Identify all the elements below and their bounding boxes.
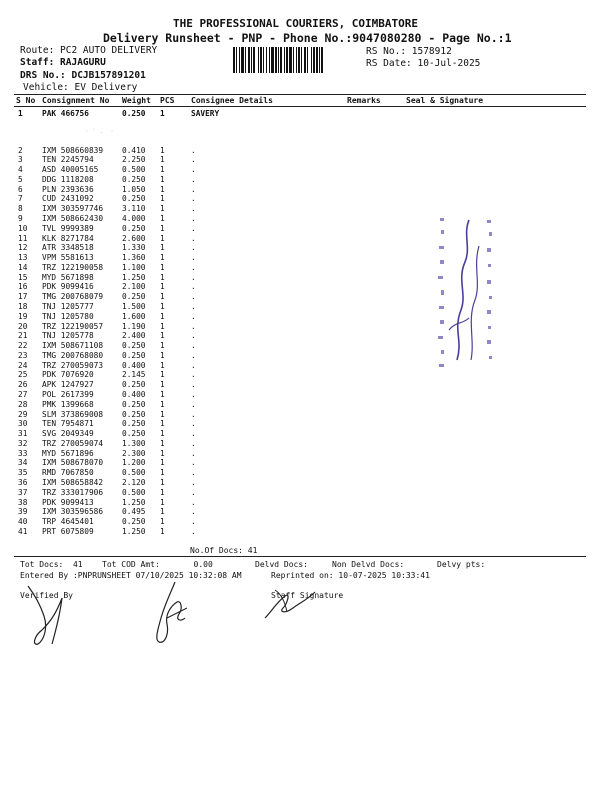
company-title: THE PROFESSIONAL COURIERS, COIMBATORE <box>173 17 419 30</box>
cell-sno: 2 <box>18 145 23 155</box>
verified-signature <box>22 574 82 654</box>
cell-pcs: 1 <box>160 517 165 527</box>
cell-wt: 2.120 <box>122 478 146 488</box>
cell-det: . <box>191 399 196 409</box>
cell-wt: 0.250 <box>122 399 146 409</box>
cell-det: . <box>191 429 196 439</box>
cell-pcs: 1 <box>160 458 165 468</box>
cell-wt: 0.250 <box>122 174 146 184</box>
cell-pcs: 1 <box>160 331 165 341</box>
cell-wt: 1.300 <box>122 438 146 448</box>
no-of-docs: No.Of Docs: 41 <box>190 546 258 555</box>
cell-pcs: 1 <box>160 233 165 243</box>
cell-pcs: 1 <box>160 478 165 488</box>
cell-wt: 1.360 <box>122 253 146 263</box>
barcode-bar <box>241 47 244 73</box>
cell-wt: 2.600 <box>122 233 146 243</box>
cell-pcs: 1 <box>160 155 165 165</box>
cell-det: . <box>191 301 196 311</box>
cell-sno: 30 <box>18 419 28 429</box>
cell-det: SAVERY <box>191 109 220 118</box>
cell-cons: TRZ 333017906 <box>42 487 104 497</box>
barcode-bar <box>260 47 262 73</box>
cell-sno: 8 <box>18 204 23 214</box>
cell-det: . <box>191 184 196 194</box>
cell-cons: TNJ 1205780 <box>42 311 94 321</box>
cell-wt: 0.410 <box>122 145 146 155</box>
barcode-bar <box>253 47 255 73</box>
cell-pcs: 1 <box>160 350 165 360</box>
cell-pcs: 1 <box>160 253 165 263</box>
cell-wt: 1.330 <box>122 243 146 253</box>
cell-pcs: 1 <box>160 341 165 351</box>
cell-sno: 34 <box>18 458 28 468</box>
barcode-bar <box>296 47 297 73</box>
cell-cons: TRZ 122190057 <box>42 321 104 331</box>
cell-det: . <box>191 350 196 360</box>
cell-det: . <box>191 213 196 223</box>
cell-wt: 0.495 <box>122 507 146 517</box>
cell-sno: 16 <box>18 282 28 292</box>
cell-cons: TRZ 270059074 <box>42 438 104 448</box>
cell-wt: 1.500 <box>122 301 146 311</box>
cell-pcs: 1 <box>160 223 165 233</box>
cell-wt: 4.000 <box>122 213 146 223</box>
cell-sno: 35 <box>18 468 28 478</box>
cell-pcs: 1 <box>160 272 165 282</box>
cell-cons: IXM 508660839 <box>42 145 104 155</box>
cell-wt: 1.250 <box>122 526 146 536</box>
entered-by: Entered By :PNPRUNSHEET 07/10/2025 10:32:08 AM <box>20 571 242 580</box>
barcode-bar <box>293 47 294 73</box>
cell-pcs: 1 <box>160 487 165 497</box>
cell-det: . <box>191 507 196 517</box>
barcode-bar <box>319 47 320 73</box>
cell-cons: IXM 508662430 <box>42 213 104 223</box>
barcode-bar <box>269 47 270 73</box>
barcode-bar <box>266 47 267 73</box>
rs-number: RS No.: 1578912 <box>366 46 452 57</box>
cell-wt: 0.500 <box>122 468 146 478</box>
barcode-bar <box>298 47 300 73</box>
cell-cons: PMK 1399668 <box>42 399 94 409</box>
barcode-bar <box>278 47 279 73</box>
barcode-bar <box>321 47 323 73</box>
barcode-bar <box>263 47 264 73</box>
barcode-bar <box>233 47 235 73</box>
barcode-bar <box>236 47 237 73</box>
cell-cons: IXM 508658842 <box>42 478 104 488</box>
cell-pcs: 1 <box>160 292 165 302</box>
barcode-bar <box>286 47 288 73</box>
delvy-pts: Delvy pts: <box>437 560 486 569</box>
cell-cons: TMG 200768079 <box>42 292 104 302</box>
barcode-bar <box>304 47 306 73</box>
column-header: Consignment No <box>42 96 110 105</box>
cell-det: . <box>191 487 196 497</box>
seal-stamp <box>435 210 500 380</box>
cell-sno: 17 <box>18 292 28 302</box>
column-header: Consignee Details <box>191 96 273 105</box>
cell-det: . <box>191 517 196 527</box>
barcode-bar <box>258 47 259 73</box>
staff-signature-label: Staff Signature <box>271 591 344 600</box>
delvd-docs: Delvd Docs: <box>255 560 308 569</box>
cell-sno: 18 <box>18 301 28 311</box>
cell-det: . <box>191 331 196 341</box>
cell-pcs: 1 <box>160 109 165 118</box>
barcode-bar <box>271 47 274 73</box>
cell-pcs: 1 <box>160 174 165 184</box>
barcode-bar <box>251 47 252 73</box>
cell-det: . <box>191 204 196 214</box>
cell-pcs: 1 <box>160 194 165 204</box>
barcode-bar <box>239 47 240 73</box>
cell-cons: TRZ 270059073 <box>42 360 104 370</box>
cell-cons: TEN 2245794 <box>42 155 94 165</box>
cell-cons: PDK 7076920 <box>42 370 94 380</box>
cell-cons: APK 1247927 <box>42 380 94 390</box>
cell-pcs: 1 <box>160 390 165 399</box>
cell-wt: 0.250 <box>122 341 146 351</box>
cell-det: . <box>191 497 196 507</box>
cell-cons: PAK 466756 <box>42 109 89 118</box>
cell-sno: 19 <box>18 311 28 321</box>
cell-wt: 1.250 <box>122 272 146 282</box>
cell-wt: 0.400 <box>122 360 146 370</box>
cell-wt: 0.250 <box>122 419 146 429</box>
barcode-bar <box>307 47 308 73</box>
cell-det: . <box>191 174 196 184</box>
cell-wt: 2.400 <box>122 331 146 341</box>
cell-sno: 31 <box>18 429 28 439</box>
non-delvd-docs: Non Delvd Docs: <box>332 560 405 569</box>
cell-sno: 14 <box>18 262 28 272</box>
cell-det: . <box>191 272 196 282</box>
cell-wt: 0.500 <box>122 165 146 175</box>
cell-pcs: 1 <box>160 145 165 155</box>
route-label: Route: PC2 AUTO DELIVERY <box>20 45 158 56</box>
cell-det: . <box>191 243 196 253</box>
cell-cons: TMG 200768080 <box>42 350 104 360</box>
cell-wt: 1.190 <box>122 321 146 331</box>
cell-det: . <box>191 438 196 448</box>
cell-sno: 23 <box>18 350 28 360</box>
cell-wt: 1.050 <box>122 184 146 194</box>
cell-det: . <box>191 155 196 165</box>
cell-det: . <box>191 165 196 175</box>
cell-pcs: 1 <box>160 311 165 321</box>
cell-pcs: 1 <box>160 438 165 448</box>
cell-sno: 15 <box>18 272 28 282</box>
cell-cons: RMD 7067850 <box>42 468 94 478</box>
cell-cons: MYD 5671898 <box>42 272 94 282</box>
cell-sno: 13 <box>18 253 28 263</box>
cell-cons: PDK 9099416 <box>42 282 94 292</box>
cell-det: . <box>191 292 196 302</box>
cell-pcs: 1 <box>160 507 165 517</box>
cell-sno: 21 <box>18 331 28 341</box>
cell-sno: 11 <box>18 233 28 243</box>
barcode <box>233 47 357 73</box>
cell-sno: 26 <box>18 380 28 390</box>
cell-sno: 3 <box>18 155 23 165</box>
cell-cons: PLN 2393636 <box>42 184 94 194</box>
cell-pcs: 1 <box>160 204 165 214</box>
staff-signature-2 <box>255 578 325 628</box>
column-header: Weight <box>122 96 151 105</box>
cell-det: . <box>191 145 196 155</box>
cell-cons: POL 2617399 <box>42 390 94 399</box>
cell-sno: 33 <box>18 448 28 458</box>
barcode-bar <box>289 47 292 73</box>
cell-pcs: 1 <box>160 497 165 507</box>
barcode-bar <box>245 47 246 73</box>
cell-sno: 24 <box>18 360 28 370</box>
barcode-bar <box>284 47 285 73</box>
cell-det: . <box>191 360 196 370</box>
cell-det: . <box>191 341 196 351</box>
cell-sno: 6 <box>18 184 23 194</box>
rs-date: RS Date: 10-Jul-2025 <box>366 58 481 69</box>
vehicle-label: Vehicle: EV Delivery <box>23 82 138 93</box>
barcode-bar <box>280 47 282 73</box>
cell-pcs: 1 <box>160 165 165 175</box>
runsheet-subtitle: Delivery Runsheet - PNP - Phone No.:9047080280 - Page No.:1 <box>103 31 512 45</box>
cell-sno: 22 <box>18 341 28 351</box>
column-header: Remarks <box>347 96 381 105</box>
cell-det: . <box>191 380 196 390</box>
cell-wt: 0.250 <box>122 517 146 527</box>
cell-pcs: 1 <box>160 213 165 223</box>
cell-det: . <box>191 253 196 263</box>
cell-wt: 0.250 <box>122 223 146 233</box>
cell-cons: MYD 5671896 <box>42 448 94 458</box>
staff-label: Staff: RAJAGURU <box>20 57 106 68</box>
cell-det: . <box>191 468 196 478</box>
tot-docs: Tot Docs: 41 <box>20 560 83 569</box>
reprinted-on: Reprinted on: 10-07-2025 10:33:41 <box>271 571 430 580</box>
barcode-bar <box>316 47 318 73</box>
scan-mark: · ' . · <box>85 128 114 135</box>
cell-pcs: 1 <box>160 282 165 292</box>
cell-sno: 1 <box>18 109 23 118</box>
cell-cons: TEN 7954871 <box>42 419 94 429</box>
cell-pcs: 1 <box>160 360 165 370</box>
cell-cons: IXM 303596586 <box>42 507 104 517</box>
cell-cons: ATR 3348518 <box>42 243 94 253</box>
cell-cons: PDK 9099413 <box>42 497 94 507</box>
cell-cons: TNJ 1205777 <box>42 301 94 311</box>
cell-sno: 4 <box>18 165 23 175</box>
drs-number: DRS No.: DCJB157891201 <box>20 70 146 81</box>
barcode-bar <box>248 47 250 73</box>
cell-wt: 0.250 <box>122 109 146 118</box>
cell-sno: 36 <box>18 478 28 488</box>
cell-wt: 0.500 <box>122 487 146 497</box>
cell-sno: 12 <box>18 243 28 253</box>
cell-pcs: 1 <box>160 321 165 331</box>
cell-cons: ASD 40005165 <box>42 165 99 175</box>
cell-sno: 41 <box>18 526 28 536</box>
cell-pcs: 1 <box>160 409 165 419</box>
cell-sno: 32 <box>18 438 28 448</box>
cell-det: . <box>191 321 196 331</box>
cell-det: . <box>191 282 196 292</box>
cell-sno: 29 <box>18 409 28 419</box>
cell-wt: 2.300 <box>122 448 146 458</box>
cell-det: . <box>191 419 196 429</box>
cell-pcs: 1 <box>160 262 165 272</box>
cell-cons: IXM 508678070 <box>42 458 104 468</box>
cell-cons: VPM 5581613 <box>42 253 94 263</box>
cell-wt: 0.250 <box>122 292 146 302</box>
cell-det: . <box>191 233 196 243</box>
column-header: S No <box>16 96 36 105</box>
cell-cons: IXM 303597746 <box>42 204 104 214</box>
table-header-rule <box>14 106 586 107</box>
cell-cons: TRP 4645401 <box>42 517 94 527</box>
cell-det: . <box>191 448 196 458</box>
cell-sno: 27 <box>18 390 28 399</box>
cell-cons: CUD 2431092 <box>42 194 94 204</box>
cell-sno: 37 <box>18 487 28 497</box>
cell-pcs: 1 <box>160 380 165 390</box>
cell-cons: PRT 6075809 <box>42 526 94 536</box>
cell-pcs: 1 <box>160 184 165 194</box>
barcode-bar <box>313 47 315 73</box>
cell-pcs: 1 <box>160 468 165 478</box>
cell-cons: TRZ 122190058 <box>42 262 104 272</box>
cell-det: . <box>191 194 196 204</box>
cell-wt: 2.145 <box>122 370 146 380</box>
cell-cons: TNJ 1205778 <box>42 331 94 341</box>
cell-det: . <box>191 526 196 536</box>
cell-pcs: 1 <box>160 399 165 409</box>
cell-det: . <box>191 458 196 468</box>
cell-pcs: 1 <box>160 419 165 429</box>
cell-wt: 2.100 <box>122 282 146 292</box>
cell-wt: 3.110 <box>122 204 146 214</box>
cell-wt: 2.250 <box>122 155 146 165</box>
table-bottom-rule <box>14 556 586 557</box>
cell-wt: 0.250 <box>122 409 146 419</box>
cell-wt: 1.250 <box>122 497 146 507</box>
verified-by: Verified By <box>20 591 73 600</box>
cell-wt: 0.250 <box>122 429 146 439</box>
cell-det: . <box>191 370 196 380</box>
cell-cons: TVL 9999389 <box>42 223 94 233</box>
cell-cons: SLM 373869008 <box>42 409 104 419</box>
barcode-bar <box>301 47 302 73</box>
cell-det: . <box>191 478 196 488</box>
cell-sno: 25 <box>18 370 28 380</box>
cell-wt: 1.200 <box>122 458 146 468</box>
cell-pcs: 1 <box>160 448 165 458</box>
cell-wt: 0.250 <box>122 194 146 204</box>
cell-pcs: 1 <box>160 526 165 536</box>
cell-pcs: 1 <box>160 243 165 253</box>
barcode-bar <box>275 47 277 73</box>
cell-det: . <box>191 262 196 272</box>
cell-wt: 0.250 <box>122 380 146 390</box>
table-top-rule <box>14 94 586 95</box>
cell-cons: SVG 2049349 <box>42 429 94 439</box>
cell-sno: 7 <box>18 194 23 204</box>
cell-det: . <box>191 390 196 399</box>
cell-det: . <box>191 409 196 419</box>
cell-wt: 0.400 <box>122 390 146 399</box>
cell-wt: 1.600 <box>122 311 146 321</box>
column-header: Seal & Signature <box>406 96 484 105</box>
cell-det: . <box>191 311 196 321</box>
cell-cons: DDG 1118208 <box>42 174 94 184</box>
cell-pcs: 1 <box>160 301 165 311</box>
cell-wt: 1.100 <box>122 262 146 272</box>
column-header: PCS <box>160 96 175 105</box>
cell-cons: IXM 508671108 <box>42 341 104 351</box>
cell-pcs: 1 <box>160 429 165 439</box>
cell-sno: 39 <box>18 507 28 517</box>
cell-sno: 38 <box>18 497 28 507</box>
cell-sno: 20 <box>18 321 28 331</box>
barcode-bar <box>311 47 312 73</box>
cell-sno: 40 <box>18 517 28 527</box>
cell-wt: 0.250 <box>122 350 146 360</box>
staff-signature <box>145 578 195 648</box>
cell-det: . <box>191 223 196 233</box>
cell-sno: 5 <box>18 174 23 184</box>
cell-pcs: 1 <box>160 370 165 380</box>
cell-sno: 28 <box>18 399 28 409</box>
cell-sno: 10 <box>18 223 28 233</box>
cell-sno: 9 <box>18 213 23 223</box>
cell-cons: KLK 8271784 <box>42 233 94 243</box>
tot-cod: Tot COD Amt: 0.00 <box>102 560 213 569</box>
